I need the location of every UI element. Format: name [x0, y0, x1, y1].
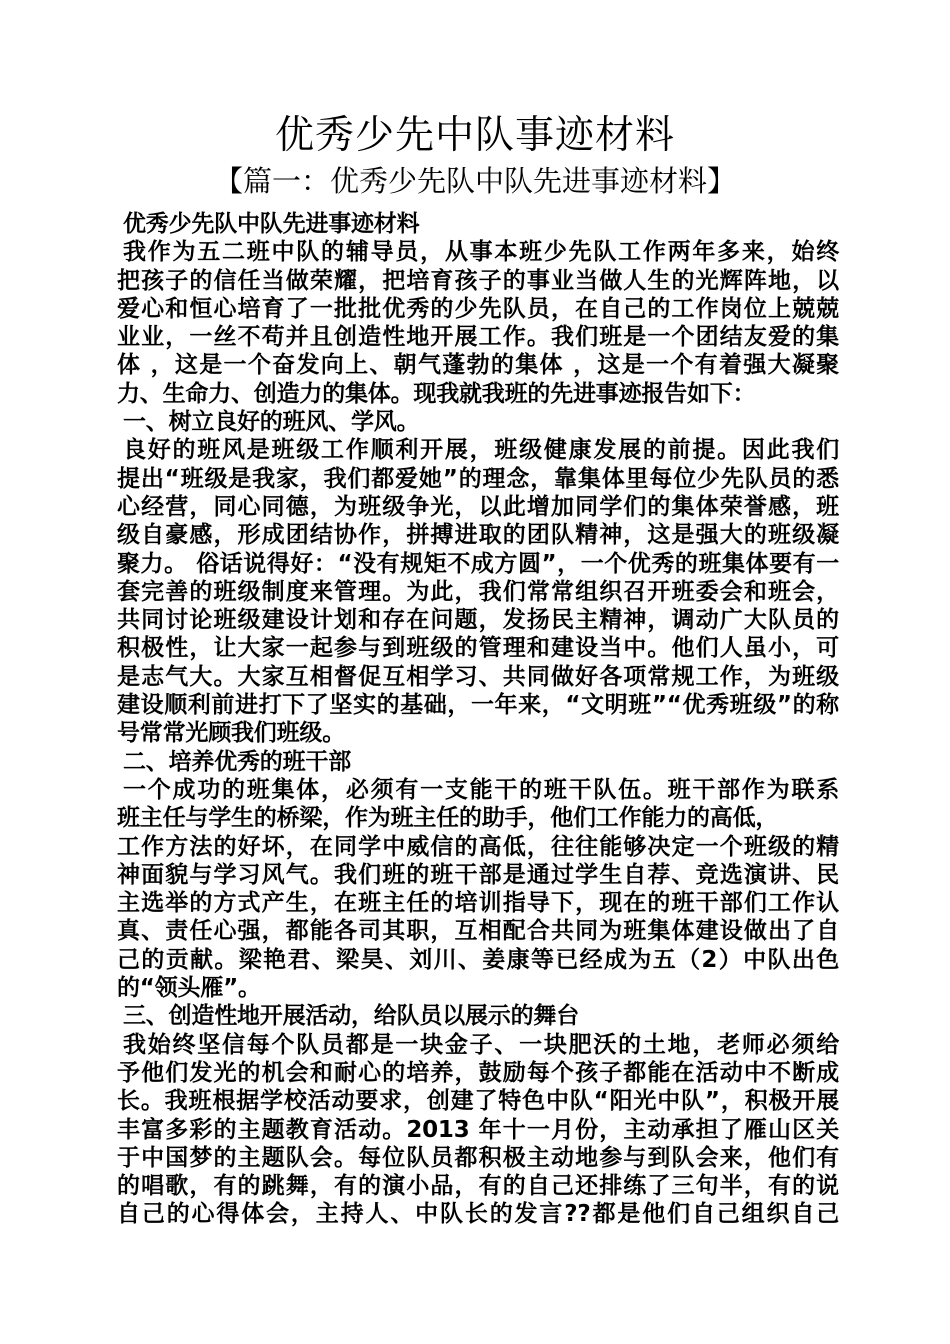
body-line: 号常常光顾我们班级。 — [117, 720, 346, 747]
body-line: 予他们发光的机会和耐心的培养，鼓励每个孩子都能在活动中不断成 — [117, 1059, 839, 1086]
document-body — [117, 210, 839, 1229]
body-line: 的“领头雁”。 — [117, 975, 261, 1002]
body-line: 建设顺利前进打下了坚实的基础，一年来，“文明班”“优秀班级”的称 — [117, 692, 839, 719]
body-line: 体 ，这是一个奋发向上、朝气蓬勃的集体 ，这是一个有着强大凝聚 — [117, 352, 839, 379]
body-line: 心经营，同心同德，为班级争光，以此增加同学们的集体荣誉感，班 — [117, 493, 839, 520]
body-line: 主选举的方式产生，在班主任的培训指导下，现在的班干部们工作认 — [117, 890, 839, 917]
body-line: 把孩子的信任当做荣耀，把培育孩子的事业当做人生的光辉阵地，以 — [117, 267, 839, 294]
body-line: 级自豪感，形成团结协作，拼搏进取的团队精神，这是强大的班级凝 — [117, 522, 839, 549]
section-heading: 二、培养优秀的班干部 — [123, 748, 352, 775]
body-line: 班主任与学生的桥梁，作为班主任的助手，他们工作能力的高低， — [117, 805, 779, 832]
body-line: 长。我班根据学校活动要求，创建了特色中队“阳光中队”，积极开展 — [117, 1088, 839, 1115]
section-heading: 一、树立良好的班风、学风。 — [123, 409, 420, 436]
body-line: 我始终坚信每个队员都是一块金子、一块肥沃的土地，老师必须给 — [123, 1031, 839, 1058]
body-line: 提出“班级是我家，我们都爱她”的理念，靠集体里每位少先队员的悉 — [117, 465, 839, 492]
body-line: 自己的心得体会，主持人、中队长的发言??都是他们自己组织自己 — [117, 1201, 839, 1228]
section-heading: 三、创造性地开展活动，给队员以展示的舞台 — [123, 1003, 580, 1030]
section-heading: 优秀少先队中队先进事迹材料 — [123, 211, 420, 237]
body-line: 我作为五二班中队的辅导员，从事本班少先队工作两年多来，始终 — [123, 239, 839, 266]
body-line: 业业，一丝不苟并且创造性地开展工作。我们班是一个团结友爱的集 — [117, 324, 839, 351]
body-line: 一个成功的班集体，必须有一支能干的班干队伍。班干部作为联系 — [123, 776, 839, 803]
body-line: 积极性，让大家一起参与到班级的管理和建设当中。他们人虽小，可 — [117, 635, 839, 662]
body-line: 丰富多彩的主题教育活动。2013 年十一月份，主动承担了雁山区关 — [117, 1116, 839, 1143]
body-line: 爱心和恒心培育了一批批优秀的少先队员，在自己的工作岗位上兢兢 — [117, 295, 839, 322]
body-line: 是志气大。大家互相督促互相学习、共同做好各项常规工作，为班级 — [117, 663, 839, 690]
body-line: 工作方法的好坏，在同学中威信的高低，往往能够决定一个班级的精 — [117, 833, 839, 860]
body-line: 共同讨论班级建设计划和存在问题，发扬民主精神，调动广大队员的 — [117, 607, 839, 634]
body-line: 己的贡献。梁艳君、梁昊、刘川、姜康等已经成为五（2）中队出色 — [117, 946, 839, 973]
body-line: 力、生命力、创造力的集体。现我就我班的先进事迹报告如下： — [117, 380, 756, 407]
body-line: 于中国梦的主题队会。每位队员都积极主动地参与到队会来，他们有 — [117, 1144, 839, 1171]
body-line: 聚力。 俗话说得好：“没有规矩不成方圆”，一个优秀的班集体要有一 — [117, 550, 839, 577]
body-line: 真、责任心强，都能各司其职，互相配合共同为班集体建设做出了自 — [117, 918, 839, 945]
body-line: 神面貌与学习风气。我们班的班干部是通过学生自荐、竞选演讲、民 — [117, 861, 839, 888]
body-line: 套完善的班级制度来管理。为此，我们常常组织召开班委会和班会， — [117, 578, 839, 605]
document-subtitle: 【篇一：优秀少先队中队先进事迹材料】 — [213, 164, 736, 198]
document-title: 优秀少先中队事迹材料 — [274, 113, 675, 158]
body-line: 良好的班风是班级工作顺利开展，班级健康发展的前提。因此我们 — [123, 437, 839, 464]
body-line: 的唱歌，有的跳舞，有的演小品，有的自己还排练了三句半，有的说 — [117, 1173, 839, 1200]
